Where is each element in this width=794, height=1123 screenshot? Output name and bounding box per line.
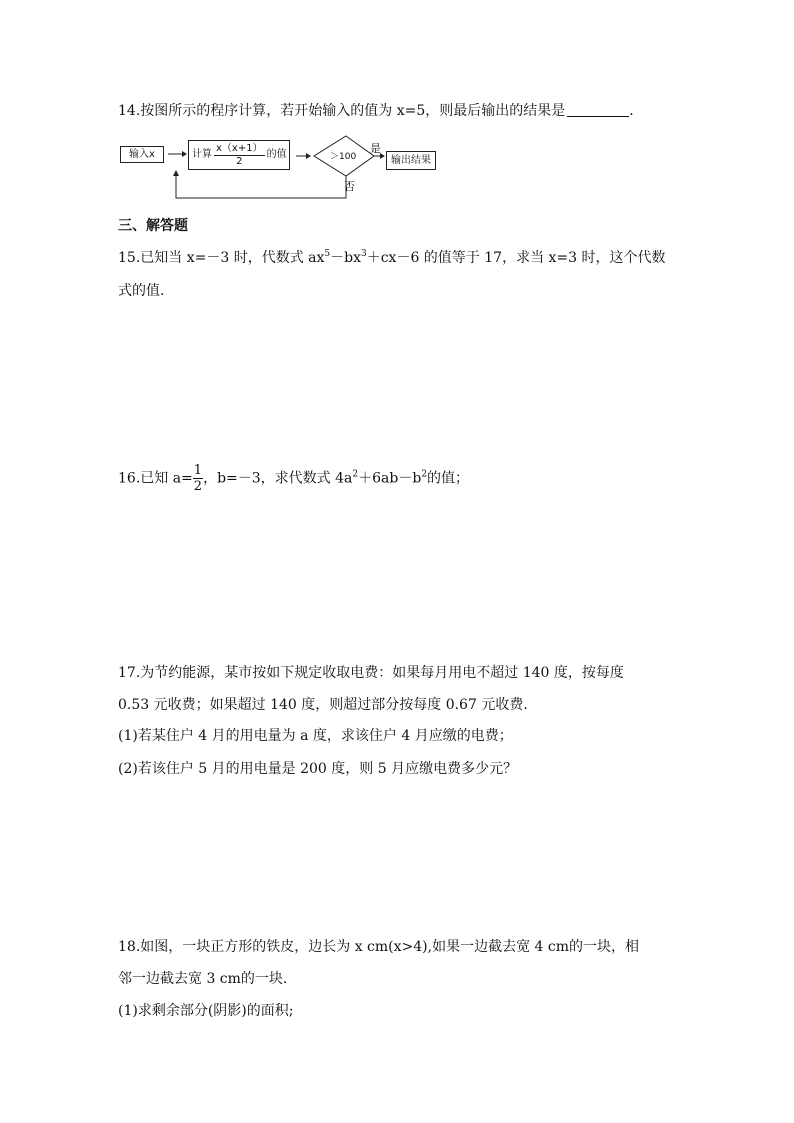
answer-blank (567, 102, 629, 117)
q16-text-d: 的值； (427, 470, 470, 487)
question-17-line-1: 17.为节约能源，某市按如下规定收取电费：如果每月用电不超过 140 度，按每度 (118, 665, 624, 681)
flow-output-box (386, 151, 436, 170)
q16-text-b: ，b=－3，求代数式 4a (203, 470, 353, 487)
question-14-end: . (629, 103, 634, 119)
flow-compute-fraction (214, 144, 265, 167)
question-18-part-1: (1)求剩余部分(阴影)的面积; (118, 1003, 294, 1019)
question-14-text: 14.按图所示的程序计算，若开始输入的值为 x=5，则最后输出的结果是 (118, 103, 566, 119)
question-18-line-1: 18.如图，一块正方形的铁皮，边长为 x cm(x>4),如果一边截去宽 4 cm的一块，相 (118, 939, 640, 955)
question-15-line-1 (118, 248, 666, 268)
question-15-line-2: 式的值. (118, 283, 165, 299)
question-17-part-1: (1)若某住户 4 月的用电量为 a 度，求该住户 4 月应缴的电费； (118, 728, 513, 744)
q16-fraction-denominator: 2 (193, 479, 203, 494)
q16-fraction-numerator: 1 (193, 463, 203, 478)
q15-exponent-3: 3 (360, 249, 367, 259)
question-17-line-2: 0.53 元收费；如果超过 140 度，则超过部分按每度 0.67 元收费. (118, 697, 528, 713)
flow-no-label: 否 (344, 180, 355, 193)
flow-condition: ＞100 (330, 152, 357, 162)
flow-yes-label: 是 (370, 142, 381, 155)
q16-exponent-b: 2 (421, 469, 428, 480)
flow-compute-box (188, 140, 290, 170)
q15-text-c: ＋cx－6 的值等于 17，求当 x=3 时，这个代数 (366, 250, 666, 266)
question-18-line-2: 邻一边截去宽 3 cm的一块. (118, 971, 288, 987)
flow-compute-prefix: 计算 (192, 149, 212, 160)
flow-compute-suffix: 的值 (266, 149, 287, 160)
section-heading: 三、解答题 (118, 218, 188, 234)
q16-exponent-a: 2 (352, 469, 359, 480)
flow-output-label: 输出结果 (391, 154, 431, 166)
q16-text-c: ＋6ab－b (358, 470, 422, 487)
q16-text-a: 16.已知 a= (118, 470, 193, 487)
question-16 (118, 463, 469, 494)
flowchart (118, 134, 448, 204)
flow-compute-denominator: 2 (236, 155, 243, 167)
question-14 (118, 101, 634, 121)
flow-compute-numerator: x（x+1） (216, 142, 263, 154)
flow-input-label: 输入x (129, 148, 155, 160)
question-17-part-2: (2)若该住户 5 月的用电量是 200 度，则 5 月应缴电费多少元？ (118, 761, 518, 777)
flow-input-box (120, 146, 164, 163)
q15-exponent-5: 5 (324, 249, 331, 259)
q15-text-a: 15.已知当 x=－3 时，代数式 ax (118, 250, 325, 266)
q16-fraction (193, 463, 203, 494)
q15-text-b: －bx (330, 250, 361, 266)
